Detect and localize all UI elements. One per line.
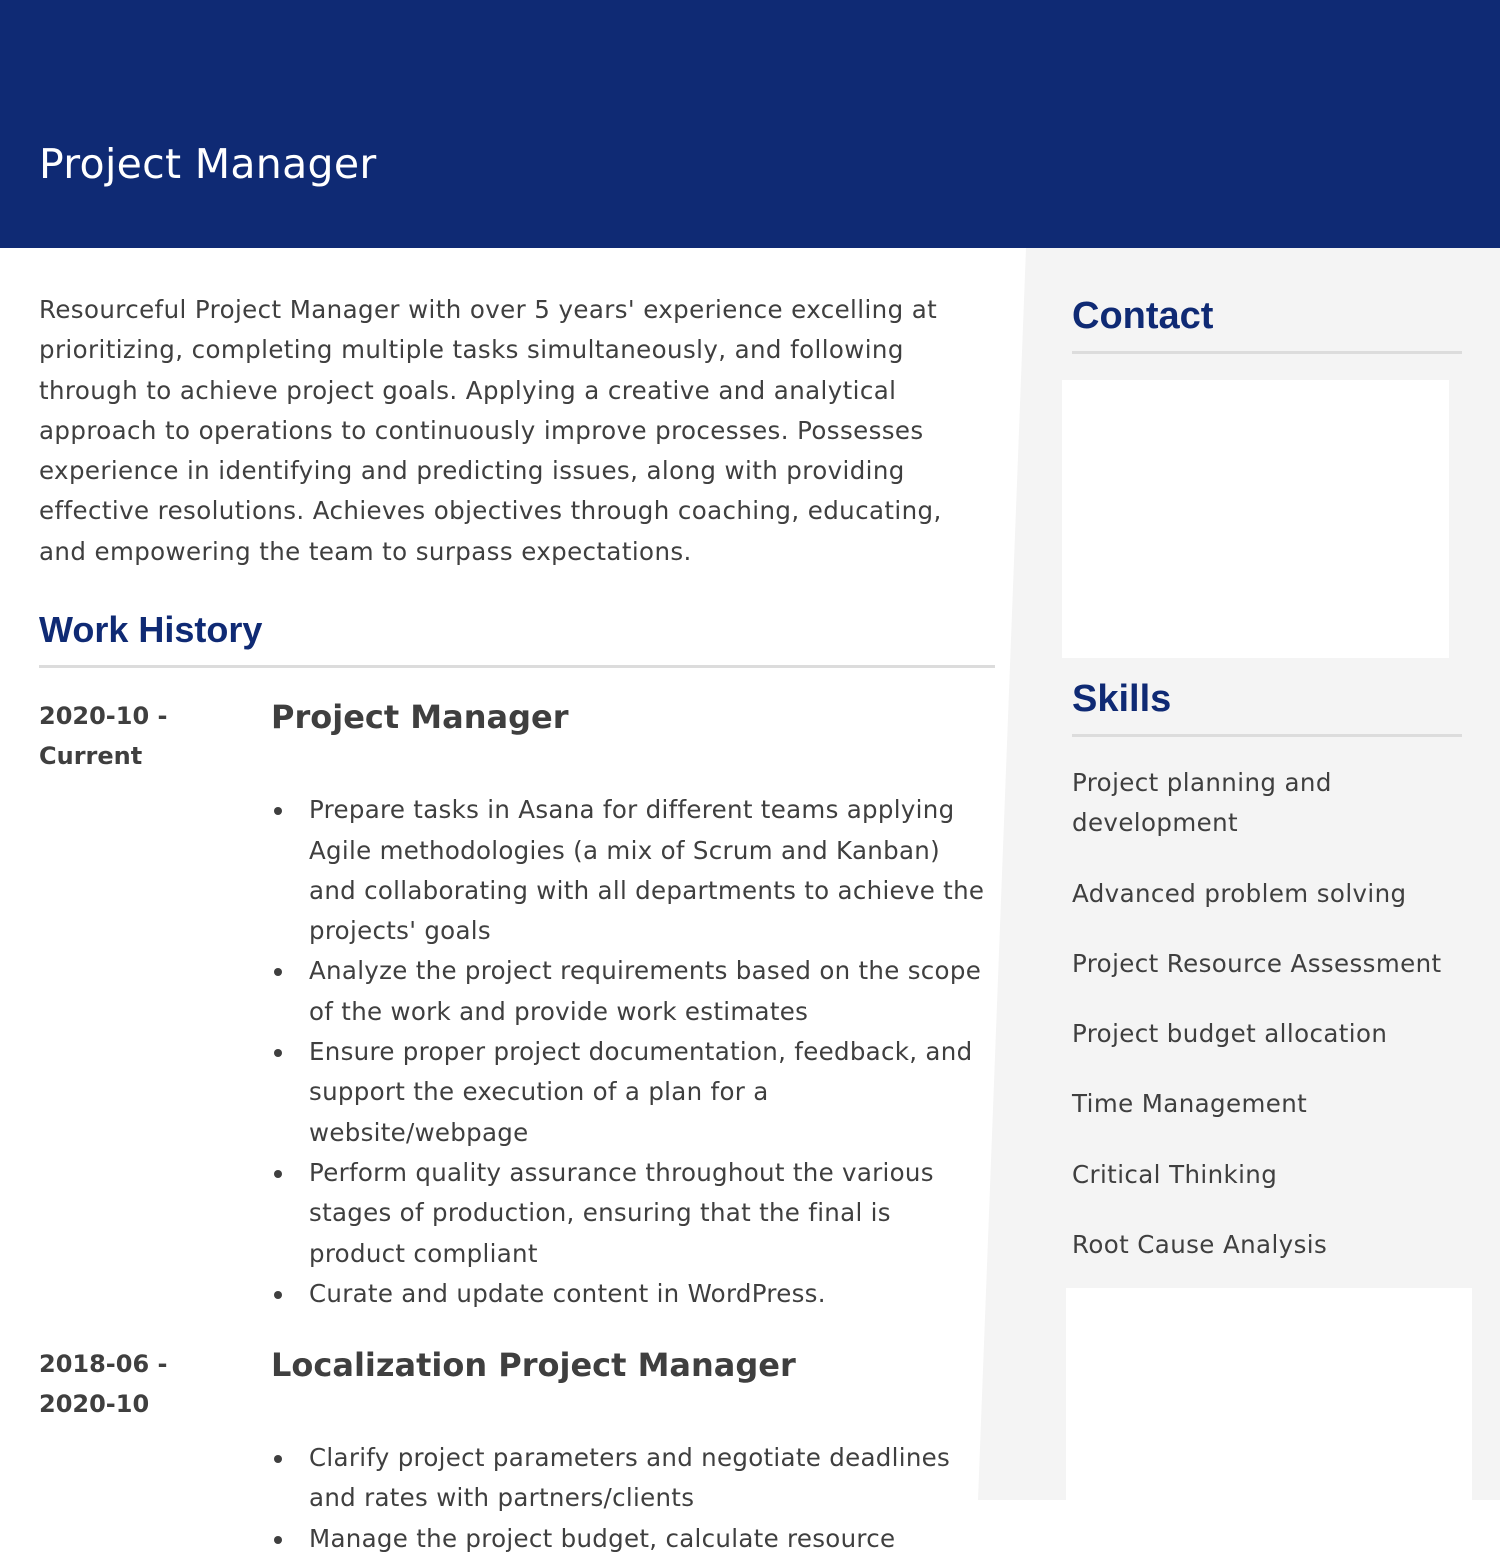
work-history-heading: Work History	[39, 609, 263, 651]
skills-heading: Skills	[1072, 678, 1172, 720]
job-bullet: Curate and update content in WordPress.	[271, 1274, 995, 1314]
work-history-divider	[39, 665, 995, 668]
contact-details-box	[1062, 380, 1449, 658]
skill-item: Project budget allocation	[1072, 1019, 1388, 1049]
skills-list	[1072, 763, 1472, 1295]
job-date-start: 2020-10 -	[39, 702, 168, 731]
job-details	[271, 1344, 995, 1559]
sidebar-section-box	[1066, 1288, 1472, 1500]
skill-item: Project planning and development	[1072, 768, 1332, 838]
job-date-end: Current	[39, 742, 143, 771]
job-dates	[39, 1344, 239, 1424]
main-column	[39, 290, 995, 1559]
contact-divider	[1072, 351, 1462, 354]
contact-heading: Contact	[1072, 295, 1214, 337]
header-banner	[0, 0, 1500, 248]
skill-item: Critical Thinking	[1072, 1159, 1278, 1189]
skill-item: Advanced problem solving	[1072, 878, 1407, 908]
job-bullets	[271, 790, 995, 1314]
skill-item: Time Management	[1072, 1089, 1308, 1119]
job-entry	[39, 1344, 995, 1559]
job-date-start: 2018-06 -	[39, 1350, 168, 1379]
job-dates	[39, 696, 239, 776]
skill-item: Root Cause Analysis	[1072, 1230, 1328, 1260]
skill-item: Project Resource Assessment	[1072, 948, 1442, 978]
job-details	[271, 696, 995, 1314]
job-bullet: Analyze the project requirements based on the scope of the work and provide work estimates	[271, 951, 995, 1032]
job-bullet: Clarify project parameters and negotiate deadlines and rates with partners/clients	[271, 1438, 995, 1519]
skills-divider	[1072, 734, 1462, 737]
professional-summary: Resourceful Project Manager with over 5 years' experience excelling at prioritizing, completing multiple tasks simultaneously, and following through to achieve project goals. Applying a creative and analytical approach to operations to continuously improve processes. Possesses experience in identifying and predicting issues, along with providing effective resolutions. Achieves objectives through coaching, educating, and empowering the team to surpass expectations.	[39, 295, 942, 566]
job-date-end: 2020-10	[39, 1390, 150, 1419]
job-bullet: Perform quality assurance throughout the various stages of production, ensuring that the final is product compliant	[271, 1153, 995, 1274]
job-entry	[39, 696, 995, 1314]
job-bullet: Ensure proper project documentation, feedback, and support the execution of a plan for a website/webpage	[271, 1032, 995, 1153]
job-bullet: Manage the project budget, calculate resource	[271, 1519, 995, 1559]
job-title: Localization Project Manager	[271, 1346, 796, 1385]
job-title: Project Manager	[271, 698, 569, 737]
job-bullet: Prepare tasks in Asana for different teams applying Agile methodologies (a mix of Scrum and Kanban) and collaborating with all departments to achieve the projects' goals	[271, 790, 995, 951]
job-bullets	[271, 1438, 995, 1559]
page-title: Project Manager	[39, 140, 377, 188]
